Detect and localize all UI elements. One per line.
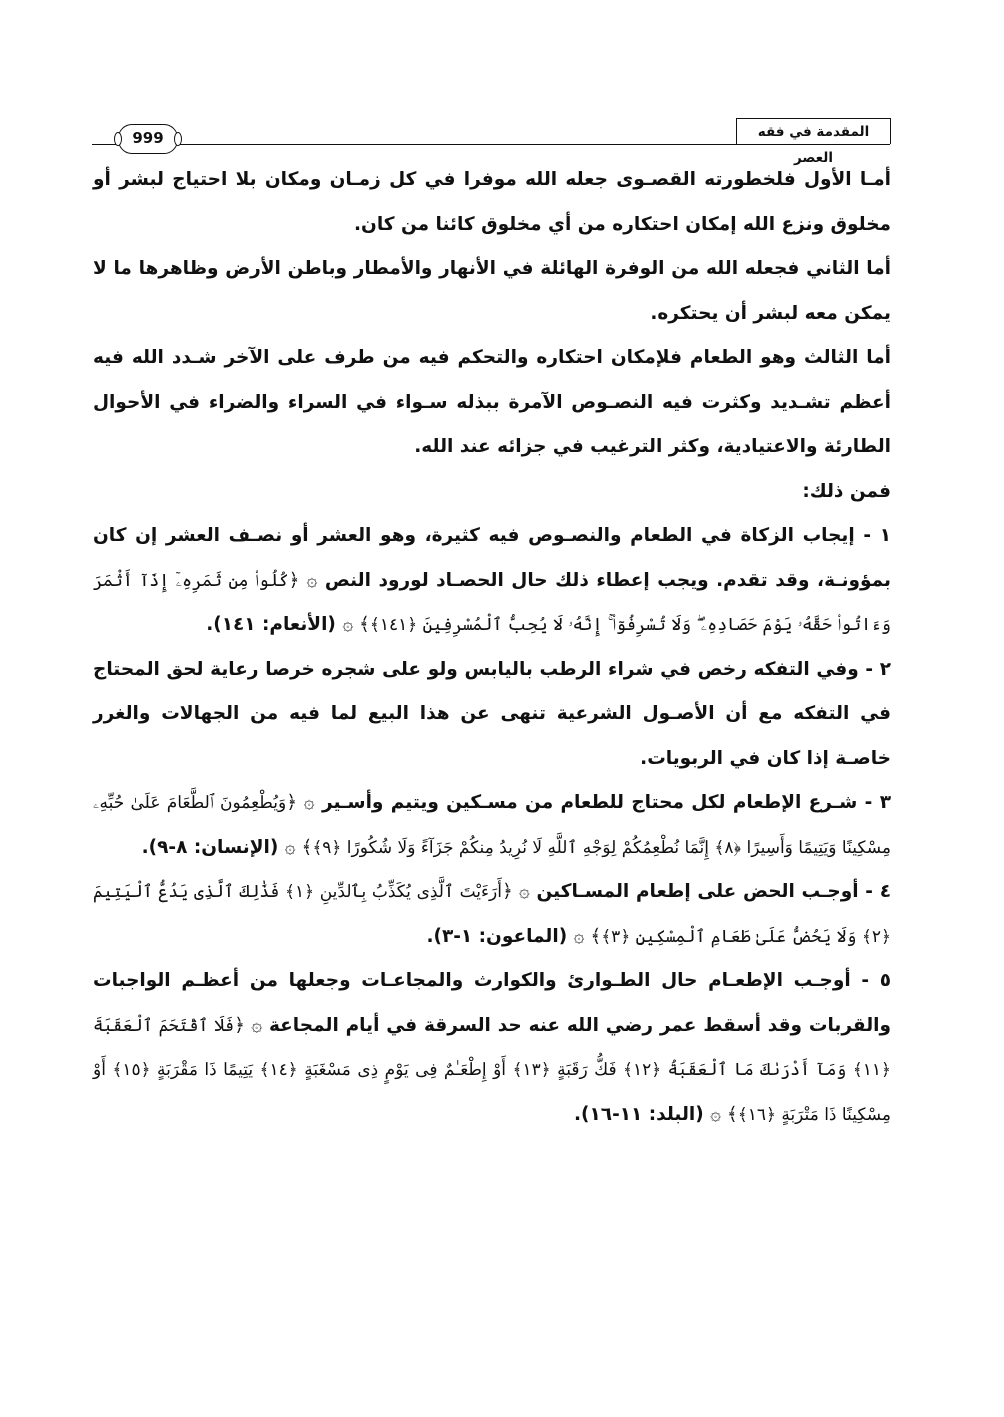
page-content bbox=[93, 158, 891, 1137]
item-4-text: ٤ - أوجـب الحض على إطعام المسـاكين bbox=[536, 881, 891, 902]
item-3-text: ٣ - شـرع الإطعام لكل محتاج للطعام من مسـكين ويتيم وأسـير bbox=[322, 792, 891, 813]
item-1-text: ١ - إيجاب الزكاة في الطعام والنصـوص فيه كثيرة، وهو العشر أو نصـف العشر إن كان بمؤونـة، وقد تقدم. ويجب إعطاء ذلك حال الحصـاد لورود النص bbox=[93, 525, 891, 591]
list-item-2 bbox=[93, 648, 891, 782]
quran-close-ornament: ﴾ ۞ bbox=[710, 1103, 738, 1125]
item-3-quran-verse: وَيُطْعِمُونَ ٱلطَّعَامَ عَلَىٰ حُبِّهِۦ مِسْكِينًا وَيَتِيمًا وَأَسِيرًا ﴿٨﴾ إِنَّمَا نُطْعِمُكُمْ لِوَجْهِ ٱللَّهِ لَا نُرِيدُ مِنكُمْ جَزَآءً وَلَا شُكُورًا ﴿٩﴾ bbox=[93, 793, 891, 858]
quran-open-ornament: ۞ ﴿ bbox=[288, 569, 318, 591]
item-1-quran-verse: كُلُوا۟ مِن ثَمَرِهِۦٓ إِذَآ أَثْمَرَ وَءَاتُوا۟ حَقَّهُۥ يَوْمَ حَصَادِهِۦ ۖ وَلَا تُسْرِفُوٓا۟ ۚ إِنَّهُۥ لَا يُحِبُّ ٱلْمُسْرِفِينَ ﴿١٤١﴾ bbox=[93, 570, 891, 635]
item-5-quran-verse: فَلَا ٱقْتَحَمَ ٱلْعَقَبَةَ ﴿١١﴾ وَمَآ أَدْرَىٰكَ مَا ٱلْعَقَبَةُ ﴿١٢﴾ فَكُّ رَقَبَةٍ ﴿١٣﴾ أَوْ إِطْعَـٰمٌ فِى يَوْمٍ ذِى مَسْغَبَةٍ ﴿١٤﴾ يَتِيمًا ذَا مَقْرَبَةٍ ﴿١٥﴾ أَوْ مِسْكِينًا ذَا مَتْرَبَةٍ ﴿١٦﴾ bbox=[93, 1015, 892, 1125]
list-item-5 bbox=[93, 959, 891, 1137]
book-title: المقدمة في فقه العصر bbox=[736, 118, 891, 144]
quran-open-ornament: ۞ ﴿ bbox=[234, 1014, 263, 1036]
quran-close-ornament: ﴾ ۞ bbox=[284, 836, 313, 858]
list-item-1 bbox=[93, 514, 891, 648]
list-item-4 bbox=[93, 870, 891, 959]
paragraph-third: أما الثالث وهو الطعام فلإمكان احتكاره والتحكم فيه من طرف على الآخر شـدد الله فيه أعظم تشـديد وكثرت فيه النصـوص الآمرة ببذله سـواء في السراء والضراء في الأحوال الطارئة والاعتيادية، وكثر الترغيب في جزائه عند الله. bbox=[93, 347, 891, 457]
item-1-reference: (الأنعام: ١٤١). bbox=[206, 614, 336, 635]
item-3-reference: (الإنسان: ٨-٩). bbox=[141, 836, 279, 858]
item-2-text: ٢ - وفي التفكه رخص في شراء الرطب باليابس ولو على شجره خرصا رعاية لحق المحتاج في التفكه مع أن الأصـول الشرعية تنهى عن هذا البيع لما فيه من الجهالات والغرر خاصـة إذا كان في الربويات. bbox=[93, 658, 891, 769]
item-4-reference: (الماعون: ١-٣). bbox=[426, 925, 568, 947]
paragraph-first: أمـا الأول فلخطورته القصـوى جعله الله موفرا في كل زمـان ومكان بلا احتياج لبشر أو مخلوق ونزع الله إمكان احتكاره من أي مخلوق كائنا من كان. bbox=[93, 169, 891, 235]
quran-open-ornament: ۞ ﴿ bbox=[286, 792, 315, 813]
list-item-3 bbox=[93, 781, 891, 870]
item-5-reference: (البلد: ١١-١٦). bbox=[573, 1103, 704, 1125]
item-5-text: ٥ - أوجـب الإطعـام حال الطـوارئ والكوارث والمجاعـات وجعلها من أعظـم الواجبات والقربات وقد أسقط عمر رضي الله عنه حد السرقة في أيام المجاعة bbox=[93, 970, 891, 1036]
paragraph-second: أما الثاني فجعله الله من الوفرة الهائلة في الأنهار والأمطار وباطن الأرض وظاهرها ما لا يمكن معه لبشر أن يحتكره. bbox=[93, 258, 891, 324]
quran-open-ornament: ۞ ﴿ bbox=[501, 881, 530, 902]
list-intro: فمن ذلك: bbox=[802, 480, 891, 502]
page-number: 999 bbox=[118, 124, 178, 154]
quran-close-ornament: ﴾ ۞ bbox=[573, 925, 602, 947]
item-4-quran-verse: أَرَءَيْتَ ٱلَّذِى يُكَذِّبُ بِٱلدِّينِ ﴿١﴾ فَذَٰلِكَ ٱلَّذِى يَدُعُّ ٱلْيَتِيمَ ﴿٢﴾ وَلَا يَحُضُّ عَلَىٰ طَعَامِ ٱلْمِسْكِينِ ﴿٣﴾ bbox=[93, 882, 891, 947]
quran-close-ornament: ﴾ ۞ bbox=[342, 614, 370, 635]
